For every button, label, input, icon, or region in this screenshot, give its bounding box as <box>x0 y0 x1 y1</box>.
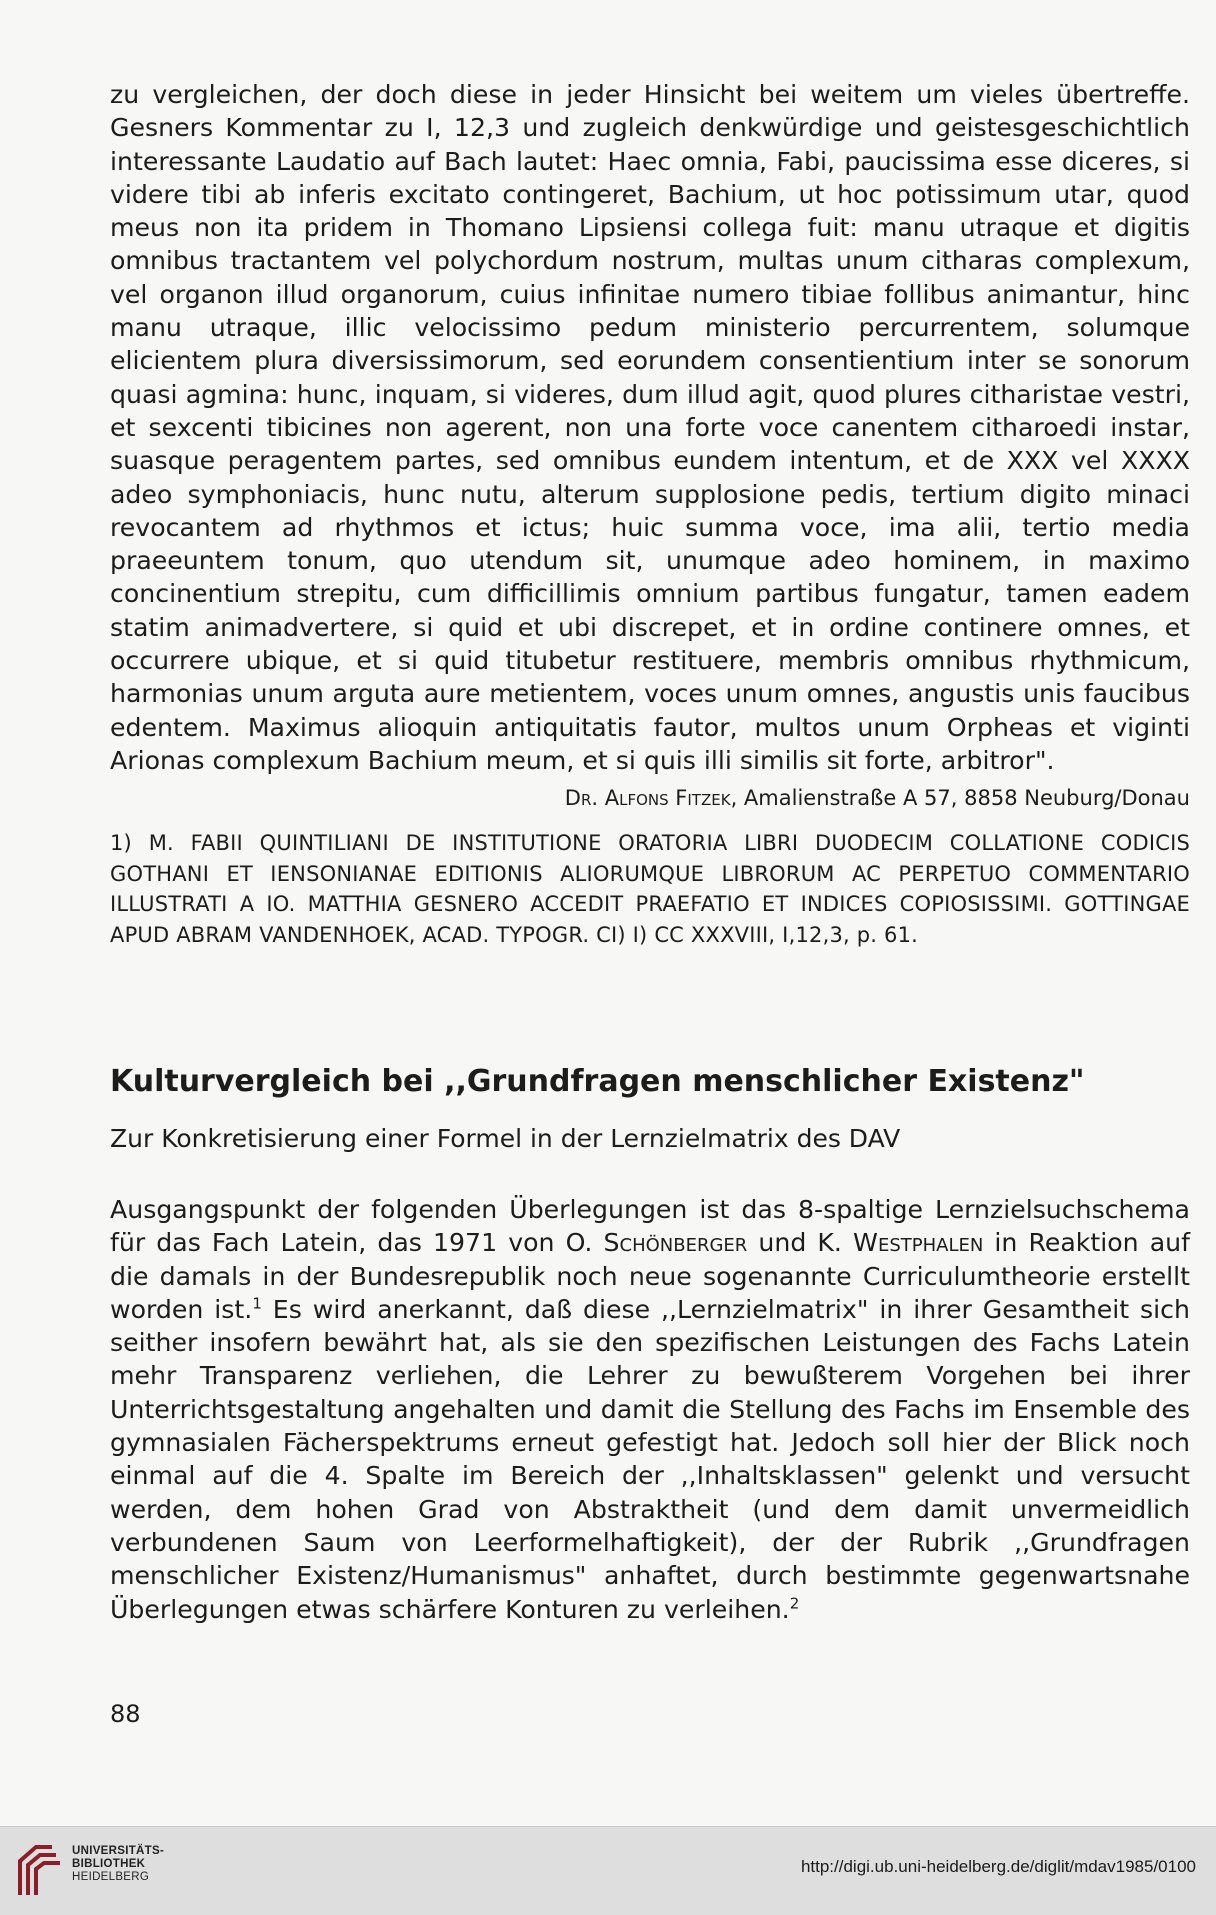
author-ref-schoenberger: Schönberger <box>603 1228 748 1258</box>
author-name: Dr. Alfons Fitzek <box>564 786 731 811</box>
footnote-ref-2: 2 <box>789 1594 800 1613</box>
article-paragraph: Ausgangspunkt der folgenden Überlegungen ist das 8-spaltige Lernzielsuchschema für das Fach Latein, das 1971 von O. Schönberger und K. Westphalen in Reaktion auf die damals in der Bundesrepublik noch neue sogenannte Curriculumtheorie erstellt worden ist.$^1$ Es wird anerkannt, daß diese ,,Lernzielmatrix" in ihrer Gesamtheit sich seither insofern bewährt hat, als sie den spezifischen Leistungen des Fachs Latein mehr Transparenz verliehen, die Lehrer zu bewußterem Vorgehen bei ihrer Unterrichtsgestaltung angehalten und damit die Stellung des Fachs im Ensemble des gymnasialen Fächerspektrums erneut gefestigt hat. Jedoch soll hier der Blick noch einmal auf die 4. Spalte im Bereich der ,,Inhaltsklassen" gelenkt und versucht werden, dem hohen Grad von Abstraktheit (und dem damit unvermeidlich verbundenen Saum von Leerformelhaftigkeit), der der Rubrik ,,Grundfragen menschlicher Existenz/Humanismus" anhaftet, durch bestimmte gegenwartsnahe Überlegungen etwas schärfere Konturen zu verleihen.$^2$ <box>110 1195 1190 1624</box>
footnote-ref-1: 1 <box>252 1294 262 1313</box>
library-name: UNIVERSITÄTS- BIBLIOTHEK HEIDELBERG <box>72 1845 165 1883</box>
footnote-block <box>110 828 1190 950</box>
author-signature <box>110 783 1190 813</box>
library-logo-icon <box>14 1839 64 1899</box>
source-url-link[interactable]: http://digi.ub.uni-heidelberg.de/diglit/mdav1985/0100 <box>800 1857 1196 1876</box>
library-footer <box>0 1826 1216 1915</box>
article-body <box>110 1193 1190 1626</box>
footnote: 1) M. FABII QUINTILIANI DE INSTITUTIONE ORATORIA LIBRI DUODECIM COLLATIONE CODICIS GOTHANI ET IENSONIANAE EDITIONIS ALIORUMQUE LIBRORUM AC PERPETUO COMMENTARIO ILLUSTRATI A IO. MATTHIA GESNERO ACCEDIT PRAEFATIO ET INDICES COPIOSISSIMI. GOTTINGAE APUD ABRAM VANDENHOEK, ACAD. TYPOGR. CI) I) CC XXXVIII, I,12,3, p. 61. <box>110 831 1190 947</box>
continuation-paragraph: zu vergleichen, der doch diese in jeder Hinsicht bei weitem um vieles übertreffe. Gesners Kommentar zu I, 12,3 und zugleich denkwürdige und geistesgeschichtlich interessante Laudatio auf Bach lautet: Haec omnia, Fabi, paucissima esse diceres, si videre tibi ab inferis excitato contingeret, Bachium, ut hoc potissimum utar, quod meus non ita pridem in Thomano Lipsiensi collega fuit: manu utraque et digitis omnibus tractantem vel polychordum nostrum, multas unum citharas complexum, vel organon illud organorum, cuius infinitae numero tibiae follibus animantur, hinc manu utraque, illic velocissimo pedum ministerio percurrentem, solumque elicientem plura diversissimorum, sed eorundem consentientium inter se sonorum quasi agmina: hunc, inquam, si videres, dum illud agit, quod plures citharistae vestri, et sexcenti tibicines non agerent, non una forte voce canentem citharoedi instar, suasque peragentem partes, sed omnibus eundem intentum, et de XXX vel XXXX adeo symphoniacis, hunc nutu, alterum supplosione pedis, tertium digito minaci revocantem ad rhythmos et ictus; huic summa voce, ima alii, tertio media praeeuntem tonum, quo utendum sit, unumque adeo hominem, in maximo concinentium strepitu, cum difficillimis omnium partibus fungatur, tamen eadem statim animadvertere, si quid et ubi discrepet, et in ordine continere omnes, et occurrere ubique, et si quid titubetur restituere, membris omnibus rhythmicum, harmonias unum arguta aure metientem, voces unum omnes, angustis unis faucibus edentem. Maximus alioquin antiquitatis fautor, multos unum Orpheas et viginti Arionas complexum Bachium meum, et si quis illi similis sit forte, arbitror". <box>110 80 1190 775</box>
author-address: , Amalienstraße A 57, 8858 Neuburg/Donau <box>730 786 1190 811</box>
page-number: 88 <box>110 1700 141 1728</box>
article-header <box>110 1064 1190 1155</box>
page-number-block <box>110 1700 1190 1728</box>
author-ref-westphalen: Westphalen <box>853 1228 984 1258</box>
article-subtitle: Zur Konkretisierung einer Formel in der Lernzielmatrix des DAV <box>110 1124 901 1153</box>
continuation-block <box>110 78 1190 813</box>
article-title: Kulturvergleich bei ,,Grundfragen menschlicher Existenz" <box>110 1064 1085 1099</box>
